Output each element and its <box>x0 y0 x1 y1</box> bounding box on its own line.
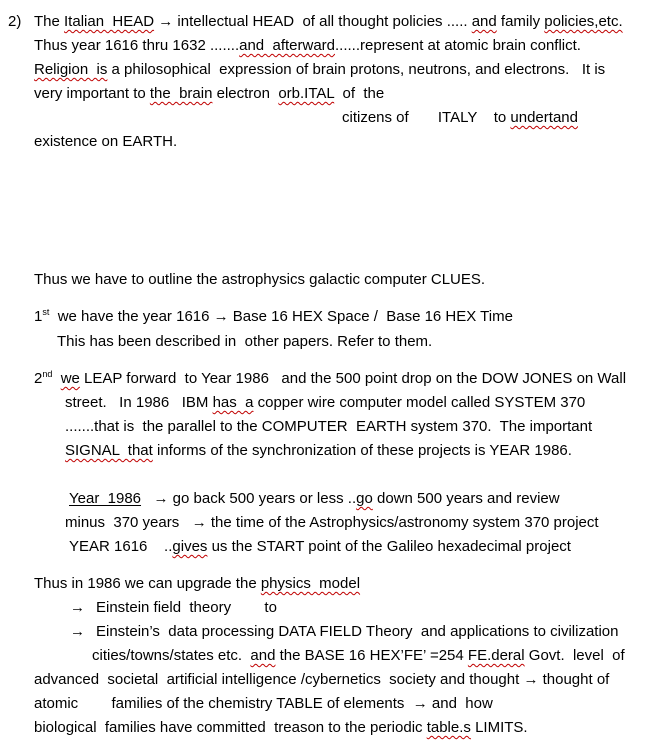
text-run: down 500 years and review <box>372 490 560 507</box>
text-run: citizens of ITALY to <box>342 109 511 126</box>
text-line <box>92 647 625 665</box>
spell-flag: orb.ITAL <box>278 85 335 102</box>
text-run: → intellectual HEAD of all thought policies ..... <box>154 13 472 30</box>
underlined-text: Year 1986 <box>69 490 142 507</box>
text-run: cities/towns/states etc. <box>92 647 251 664</box>
text-run: LIMITS. <box>470 719 528 736</box>
arrow-bullet-icon: → <box>70 623 85 640</box>
text-run: YEAR 1616 .. <box>69 538 173 555</box>
text-line <box>34 575 360 593</box>
text-line <box>34 308 513 326</box>
text-line <box>69 490 560 508</box>
text-run: very important to <box>34 85 150 102</box>
spell-flag: FE.deral <box>467 647 525 664</box>
bullet-item <box>70 599 277 617</box>
text-line <box>34 37 581 55</box>
spell-flag: has a <box>212 394 254 411</box>
text-run: Thus in 1986 we can upgrade the <box>34 575 261 592</box>
text-run: electron <box>212 85 279 102</box>
text-line: Thus we have to outline the astrophysics galactic computer CLUES. <box>34 271 486 288</box>
spell-flag: and afterward <box>239 37 336 54</box>
text-line: .......that is the parallel to the COMPUTER EARTH system 370. The important <box>65 418 593 435</box>
spell-flag: and <box>471 13 497 30</box>
text-run: biological families have committed treason to the periodic <box>34 719 427 736</box>
ordinal-suffix: nd <box>42 369 53 379</box>
text-line <box>34 719 528 737</box>
text-run <box>52 370 60 387</box>
text-line: This has been described in other papers. Refer to them. <box>57 333 433 350</box>
text-run: Einstein’s data processing DATA FIELD Theory and applications to civilization <box>96 623 619 640</box>
text-run: copper wire computer model called SYSTEM 370 <box>253 394 586 411</box>
arrow-bullet-icon: → <box>70 599 85 616</box>
text-line <box>34 13 623 31</box>
list-number: 2) <box>8 13 22 30</box>
spell-flag: physics model <box>260 575 361 592</box>
text-line <box>65 442 572 460</box>
text-run: we have the year 1616 → Base 16 HEX Space / Base 16 HEX Time <box>49 308 513 325</box>
text-run: Govt. level of <box>524 647 625 664</box>
text-run: the BASE 16 HEX’FE’ =254 <box>275 647 468 664</box>
text-line: atomic families of the chemistry TABLE of elements → and how <box>34 695 493 712</box>
bullet-item <box>70 623 619 641</box>
text-line: minus 370 years → the time of the Astrophysics/astronomy system 370 project <box>65 514 599 531</box>
text-line <box>34 61 605 79</box>
text-run: of the <box>334 85 385 102</box>
text-run: → go back 500 years or less .. <box>141 490 357 507</box>
spell-flag: Religion is <box>34 61 108 78</box>
text-run: informs of the synchronization of these projects is YEAR 1986. <box>152 442 572 459</box>
text-line: existence on EARTH. <box>34 133 178 150</box>
text-run: family <box>496 13 545 30</box>
spell-flag: Italian HEAD <box>64 13 155 30</box>
text-run: us the START point of the Galileo hexadecimal project <box>207 538 571 555</box>
spell-flag: undertand <box>510 109 578 126</box>
text-line <box>342 109 578 127</box>
spell-flag: and <box>250 647 276 664</box>
text-run: ......represent at atomic brain conflict. <box>335 37 581 54</box>
text-run: 1 <box>34 308 43 325</box>
text-run: Thus year 1616 thru 1632 ....... <box>34 37 240 54</box>
text-run: Einstein field theory to <box>96 599 277 616</box>
spell-flag: gives <box>172 538 208 555</box>
text-run: LEAP forward to Year 1986 and the 500 point drop on the DOW JONES on Wall <box>79 370 627 387</box>
text-line <box>34 85 384 103</box>
spell-flag: table.s <box>426 719 471 736</box>
spell-flag: go <box>356 490 373 507</box>
text-run: 2 <box>34 370 43 387</box>
spell-flag: policies,etc. <box>544 13 623 30</box>
spell-flag: SIGNAL that <box>65 442 153 459</box>
text-run: The <box>34 13 65 30</box>
text-line: advanced societal artificial intelligence /cybernetics society and thought → thought of <box>34 671 610 688</box>
text-line <box>34 370 626 388</box>
text-line <box>65 394 585 412</box>
spell-flag: we <box>60 370 80 387</box>
ordinal-suffix: st <box>42 307 50 317</box>
text-line <box>69 538 571 556</box>
spell-flag: the brain <box>149 85 213 102</box>
text-run: street. In 1986 IBM <box>65 394 213 411</box>
text-run: a philosophical expression of brain protons, neutrons, and electrons. It is <box>107 61 606 78</box>
